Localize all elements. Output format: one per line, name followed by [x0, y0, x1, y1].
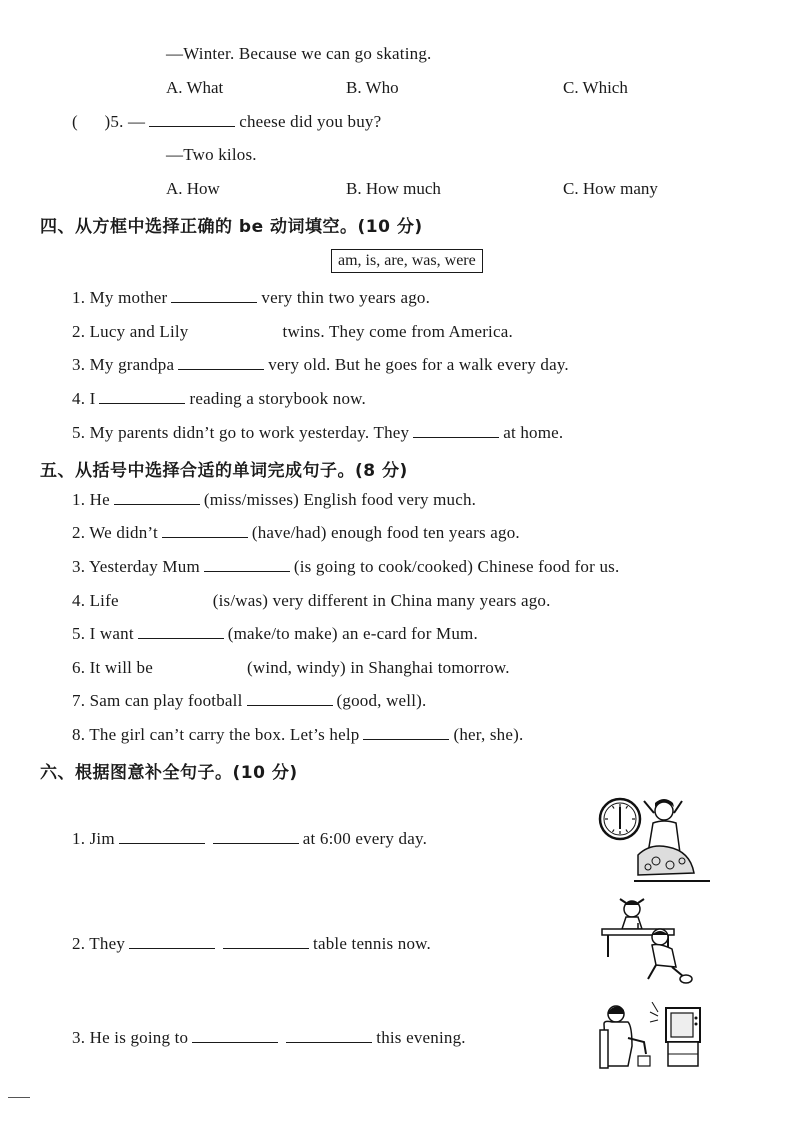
s4-item-2-rest: twins. They come from America.: [282, 322, 513, 341]
page-corner-mark: [8, 1097, 30, 1098]
s5-item-3-text: 3. Yesterday Mum: [72, 557, 200, 576]
s4-item-4-text: 4. I: [72, 389, 96, 408]
s4-item-1-text: 1. My mother: [72, 288, 168, 307]
s6-item-1-rest: at 6:00 every day.: [302, 829, 428, 848]
watch-tv-picture: [598, 1002, 706, 1074]
s6-item-2-blank-2[interactable]: [223, 947, 309, 949]
s5-item-8-text: 8. The girl can’t carry the box. Let’s help: [72, 725, 360, 744]
s5-item-6-text: 6. It will be: [72, 658, 153, 677]
s4-item-4-rest: reading a storybook now.: [189, 389, 366, 408]
s5-item-7: [72, 691, 426, 711]
table-tennis-picture: [598, 895, 702, 987]
q5-suffix: cheese did you buy?: [239, 112, 382, 131]
s4-item-3: [72, 355, 569, 375]
q5-blank[interactable]: [149, 125, 235, 127]
s5-item-5-blank[interactable]: [138, 637, 224, 639]
s5-item-1-text: 1. He: [72, 490, 110, 509]
section4-title: 四、从方框中选择正确的 be 动词填空。(10 分): [40, 217, 423, 237]
s4-item-5-rest: at home.: [503, 423, 564, 442]
section5-title: 五、从括号中选择合适的单词完成句子。(8 分): [40, 461, 408, 481]
s5-item-4-rest: (is/was) very different in China many years ago.: [212, 591, 551, 610]
s5-item-6-rest: (wind, windy) in Shanghai tomorrow.: [246, 658, 510, 677]
s5-item-1-rest: (miss/misses) English food very much.: [203, 490, 477, 509]
s6-item-2: [72, 934, 431, 954]
s4-item-3-rest: very old. But he goes for a walk every day.: [268, 355, 569, 374]
q5-option-b: B. How much: [346, 179, 441, 198]
s5-item-7-blank[interactable]: [247, 704, 333, 706]
s4-item-5-blank[interactable]: [413, 436, 499, 438]
q4-option-a: A. What: [166, 78, 224, 97]
q4-option-c: C. Which: [563, 78, 628, 97]
section6-title: 六、根据图意补全句子。(10 分): [40, 763, 298, 783]
s5-item-8-rest: (her, she).: [453, 725, 524, 744]
s4-item-3-blank[interactable]: [178, 368, 264, 370]
s4-item-1-rest: very thin two years ago.: [261, 288, 431, 307]
s4-item-1-blank[interactable]: [171, 301, 257, 303]
s5-item-5-rest: (make/to make) an e-card for Mum.: [227, 624, 478, 643]
s5-item-1: [72, 490, 476, 510]
q5-question: [72, 112, 381, 132]
s5-item-8: [72, 725, 523, 745]
s6-item-3-rest: this evening.: [376, 1028, 466, 1047]
s6-item-2-text: 2. They: [72, 934, 126, 953]
s5-item-2-text: 2. We didn’t: [72, 523, 158, 542]
s6-item-3: [72, 1028, 466, 1048]
s5-item-1-blank[interactable]: [114, 503, 200, 505]
s5-item-7-rest: (good, well).: [336, 691, 427, 710]
s4-item-4: [72, 389, 366, 409]
s6-item-2-blank-1[interactable]: [129, 947, 215, 949]
s6-item-2-rest: table tennis now.: [313, 934, 431, 953]
s4-item-5-text: 5. My parents didn’t go to work yesterday. They: [72, 423, 410, 442]
s5-item-3: [72, 557, 619, 577]
s5-item-4-text: 4. Life: [72, 591, 119, 610]
s5-item-3-blank[interactable]: [204, 570, 290, 572]
s5-item-7-text: 7. Sam can play football: [72, 691, 243, 710]
s5-item-8-blank[interactable]: [363, 738, 449, 740]
s5-item-3-rest: (is going to cook/cooked) Chinese food for us.: [293, 557, 620, 576]
s5-item-2-rest: (have/had) enough food ten years ago.: [251, 523, 520, 542]
q5-prefix: ( )5. —: [72, 112, 146, 131]
s4-item-1: [72, 288, 430, 308]
s6-item-1-text: 1. Jim: [72, 829, 115, 848]
q4-answer: —Winter. Because we can go skating.: [166, 44, 432, 63]
s6-item-1: [72, 829, 427, 849]
s4-item-2-text: 2. Lucy and Lily: [72, 322, 189, 341]
clock-wake-up-picture: [598, 795, 710, 885]
s4-item-4-blank[interactable]: [99, 402, 185, 404]
s6-item-1-blank-2[interactable]: [213, 842, 299, 844]
s6-item-3-text: 3. He is going to: [72, 1028, 189, 1047]
s5-item-5: [72, 624, 478, 644]
s5-item-6: [72, 658, 510, 678]
s6-item-3-blank-2[interactable]: [286, 1041, 372, 1043]
s5-item-4: [72, 591, 551, 611]
s6-item-1-blank-1[interactable]: [119, 842, 205, 844]
section4-word-box: am, is, are, was, were: [331, 249, 483, 273]
s4-item-5: [72, 423, 563, 443]
s4-item-2: [72, 322, 513, 342]
s5-item-2-blank[interactable]: [162, 536, 248, 538]
s6-item-3-blank-1[interactable]: [192, 1041, 278, 1043]
s4-item-3-text: 3. My grandpa: [72, 355, 175, 374]
q5-answer: —Two kilos.: [166, 145, 257, 164]
q4-option-b: B. Who: [346, 78, 399, 97]
q5-option-c: C. How many: [563, 179, 658, 198]
s5-item-5-text: 5. I want: [72, 624, 134, 643]
s5-item-2: [72, 523, 520, 543]
q5-option-a: A. How: [166, 179, 220, 198]
